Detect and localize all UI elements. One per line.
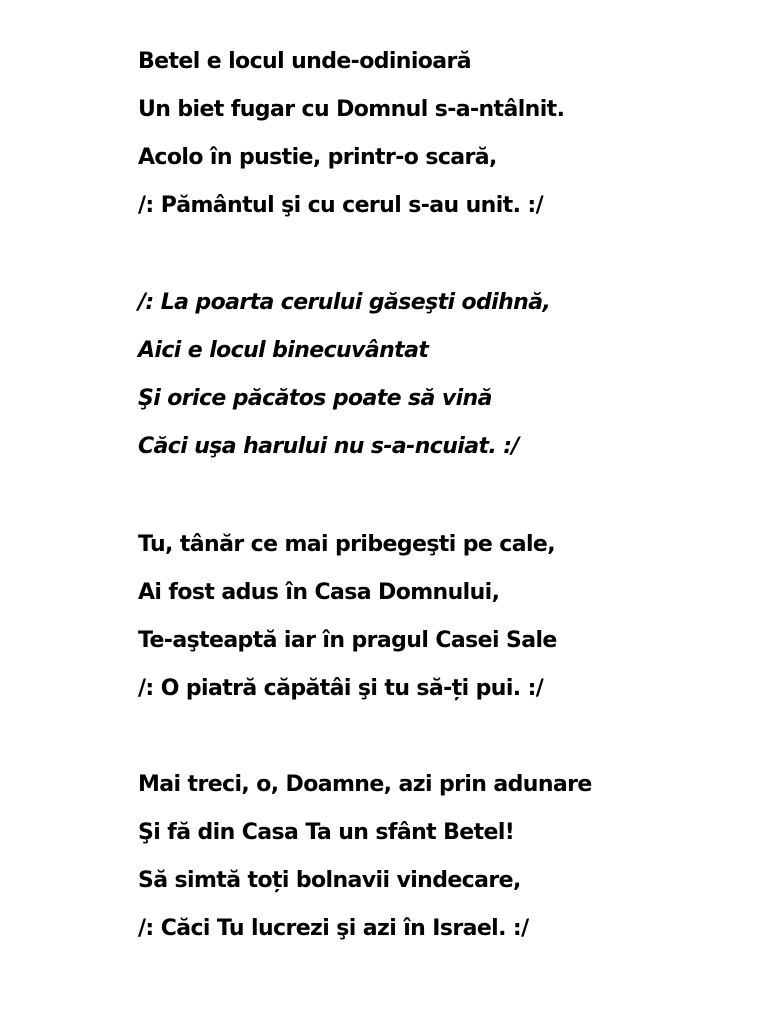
- chorus-line: Aici e locul binecuvântat: [138, 338, 429, 363]
- lyric-line: Ai fost adus în Casa Domnului,: [138, 580, 500, 605]
- lyric-line: /: O piatră căpătâi şi tu să-ți pui. :/: [138, 676, 544, 701]
- lyric-line: Mai treci, o, Doamne, azi prin adunare: [138, 772, 592, 797]
- chorus-line: /: La poarta cerului găseşti odihnă,: [138, 290, 551, 315]
- lyric-line: Betel e locul unde-odinioară: [138, 49, 472, 74]
- lyric-line: Acolo în pustie, printr-o scară,: [138, 145, 497, 170]
- lyric-line: /: Căci Tu lucrezi şi azi în Israel. :/: [138, 916, 529, 941]
- lyric-line: Tu, tânăr ce mai pribegeşti pe cale,: [138, 532, 555, 557]
- lyric-line: Şi fă din Casa Ta un sfânt Betel!: [138, 820, 515, 845]
- lyric-line: /: Pământul şi cu cerul s-au unit. :/: [138, 193, 544, 218]
- lyric-line: Să simtă toți bolnavii vindecare,: [138, 868, 521, 893]
- chorus-line: Căci uşa harului nu s-a-ncuiat. :/: [138, 434, 519, 459]
- lyric-line: Un biet fugar cu Domnul s-a-ntâlnit.: [138, 97, 565, 122]
- chorus-line: Şi orice păcătos poate să vină: [138, 386, 492, 411]
- lyric-line: Te-aşteaptă iar în pragul Casei Sale: [138, 628, 557, 653]
